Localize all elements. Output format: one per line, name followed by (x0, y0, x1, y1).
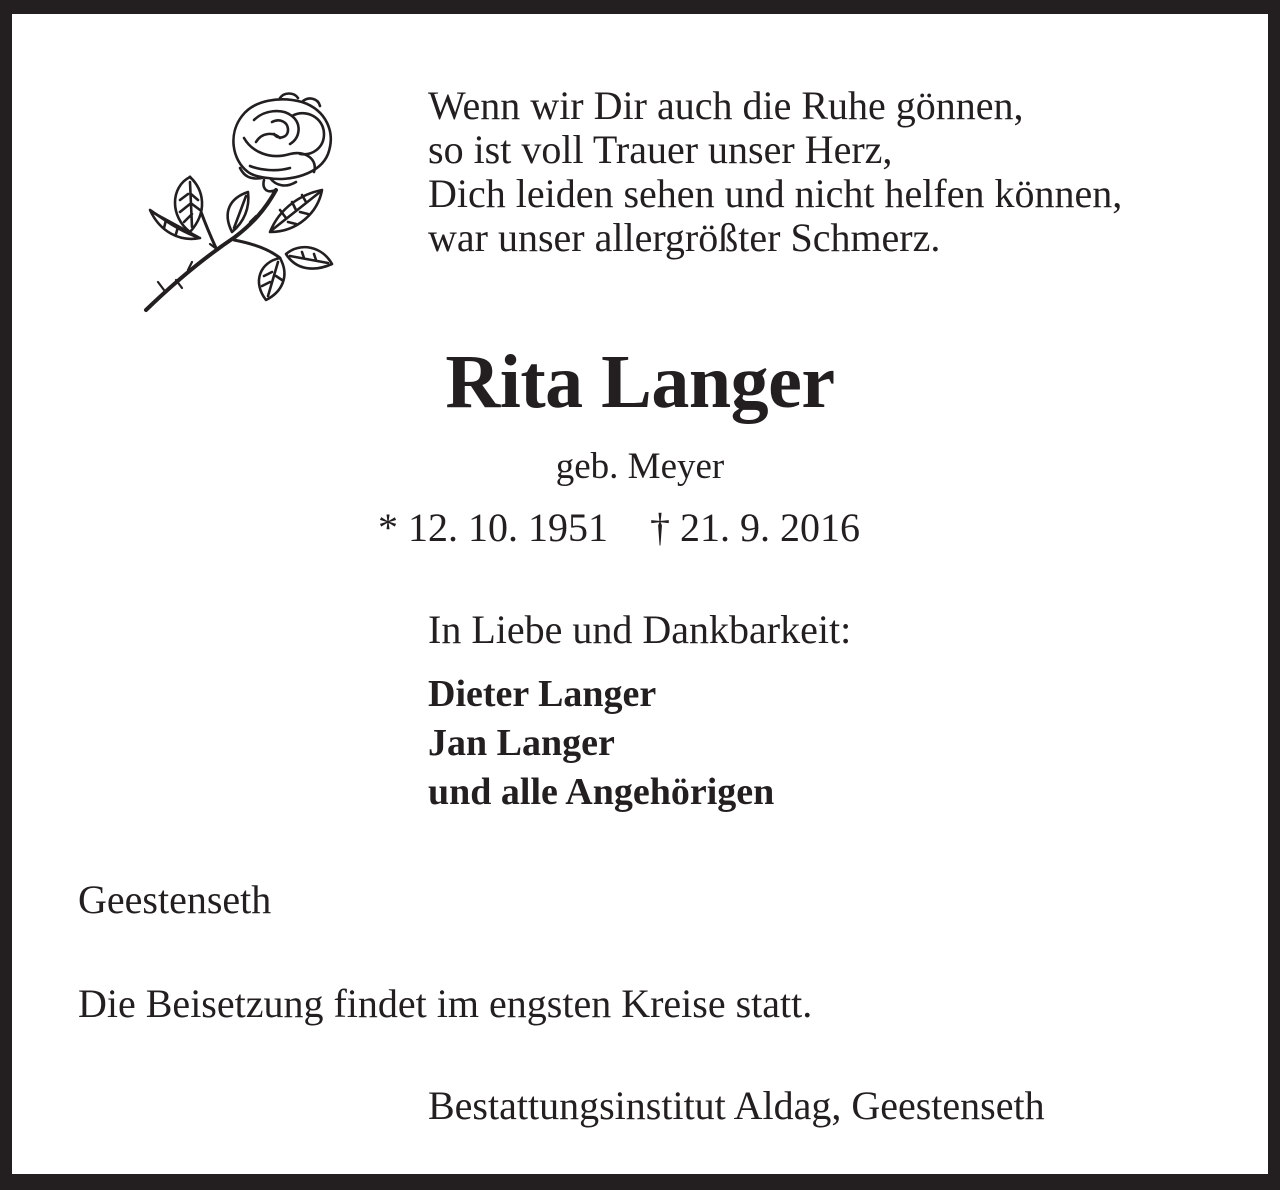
mourner: Dieter Langer (428, 673, 657, 715)
maiden-name: geb. Meyer (555, 446, 725, 487)
life-dates (378, 504, 860, 552)
poem-line: Wenn wir Dir auch die Ruhe gönnen, (428, 83, 1024, 128)
burial-note: Die Beisetzung findet im engsten Kreise statt. (78, 981, 813, 1026)
rose-icon (130, 82, 345, 317)
poem-line: war unser allergrößter Schmerz. (428, 215, 941, 260)
deceased-name: Rita Langer (445, 340, 835, 424)
mourners-list (428, 670, 774, 817)
poem-line: so ist voll Trauer unser Herz, (428, 127, 893, 172)
place: Geestenseth (78, 877, 272, 922)
death-date: † 21. 9. 2016 (650, 505, 860, 550)
mourner: Jan Langer (428, 722, 615, 764)
undertaker: Bestattungsinstitut Aldag, Geestenseth (428, 1083, 1045, 1128)
poem-line: Dich leiden sehen und nicht helfen können, (428, 171, 1123, 216)
birth-date: * 12. 10. 1951 (378, 505, 608, 550)
poem (428, 84, 1122, 260)
thanks-line: In Liebe und Dankbarkeit: (428, 607, 852, 652)
mourner: und alle Angehörigen (428, 771, 775, 813)
